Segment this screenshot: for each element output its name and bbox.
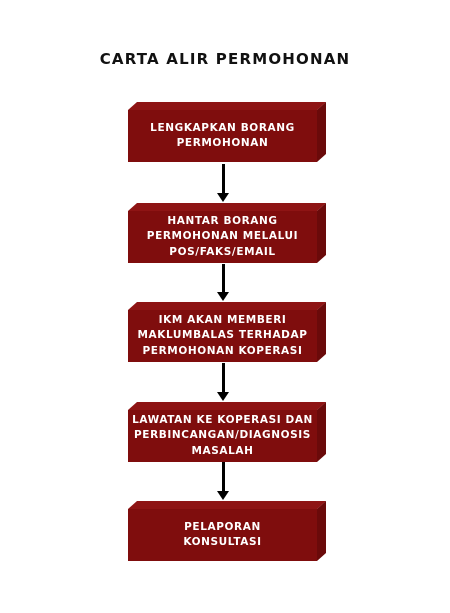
box-front-face: [128, 211, 317, 263]
box-top-face: [128, 402, 326, 410]
box-top-face: [128, 302, 326, 310]
arrow-shaft: [222, 363, 225, 393]
box-side-face: [317, 203, 326, 263]
arrow-shaft: [222, 462, 225, 492]
flow-step-4: [128, 402, 326, 462]
box-side-face: [317, 102, 326, 162]
box-front-face: [128, 310, 317, 362]
arrow-shaft: [222, 264, 225, 293]
flow-step-label: LENGKAPKAN BORANG PERMOHONAN: [150, 121, 295, 149]
box-front-face: [128, 110, 317, 162]
box-front-face: [128, 410, 317, 462]
flow-step-label: IKM AKAN MEMBERI MAKLUMBALAS TERHADAP PERMOHONAN KOPERASI: [137, 313, 308, 357]
down-arrow-1: [214, 164, 232, 202]
flow-step-5: [128, 501, 326, 561]
flow-step-3: [128, 302, 326, 362]
flow-step-label: LAWATAN KE KOPERASI DAN PERBINCANGAN/DIAGNOSIS MASALAH: [132, 413, 313, 457]
arrow-head: [217, 491, 229, 500]
box-side-face: [317, 302, 326, 362]
box-side-face: [317, 402, 326, 462]
arrow-shaft: [222, 164, 225, 194]
down-arrow-4: [214, 462, 232, 500]
down-arrow-3: [214, 363, 232, 401]
flow-step-label: PELAPORAN KONSULTASI: [183, 520, 262, 548]
box-side-face: [317, 501, 326, 561]
box-top-face: [128, 501, 326, 509]
arrow-head: [217, 392, 229, 401]
down-arrow-2: [214, 264, 232, 301]
box-front-face: [128, 509, 317, 561]
arrow-head: [217, 292, 229, 301]
flowchart-title: CARTA ALIR PERMOHONAN: [99, 50, 351, 68]
flow-step-label: HANTAR BORANG PERMOHONAN MELALUI POS/FAKS/EMAIL: [146, 214, 299, 258]
box-top-face: [128, 102, 326, 110]
arrow-head: [217, 193, 229, 202]
flow-step-2: [128, 203, 326, 263]
box-top-face: [128, 203, 326, 211]
flow-step-1: [128, 102, 326, 162]
